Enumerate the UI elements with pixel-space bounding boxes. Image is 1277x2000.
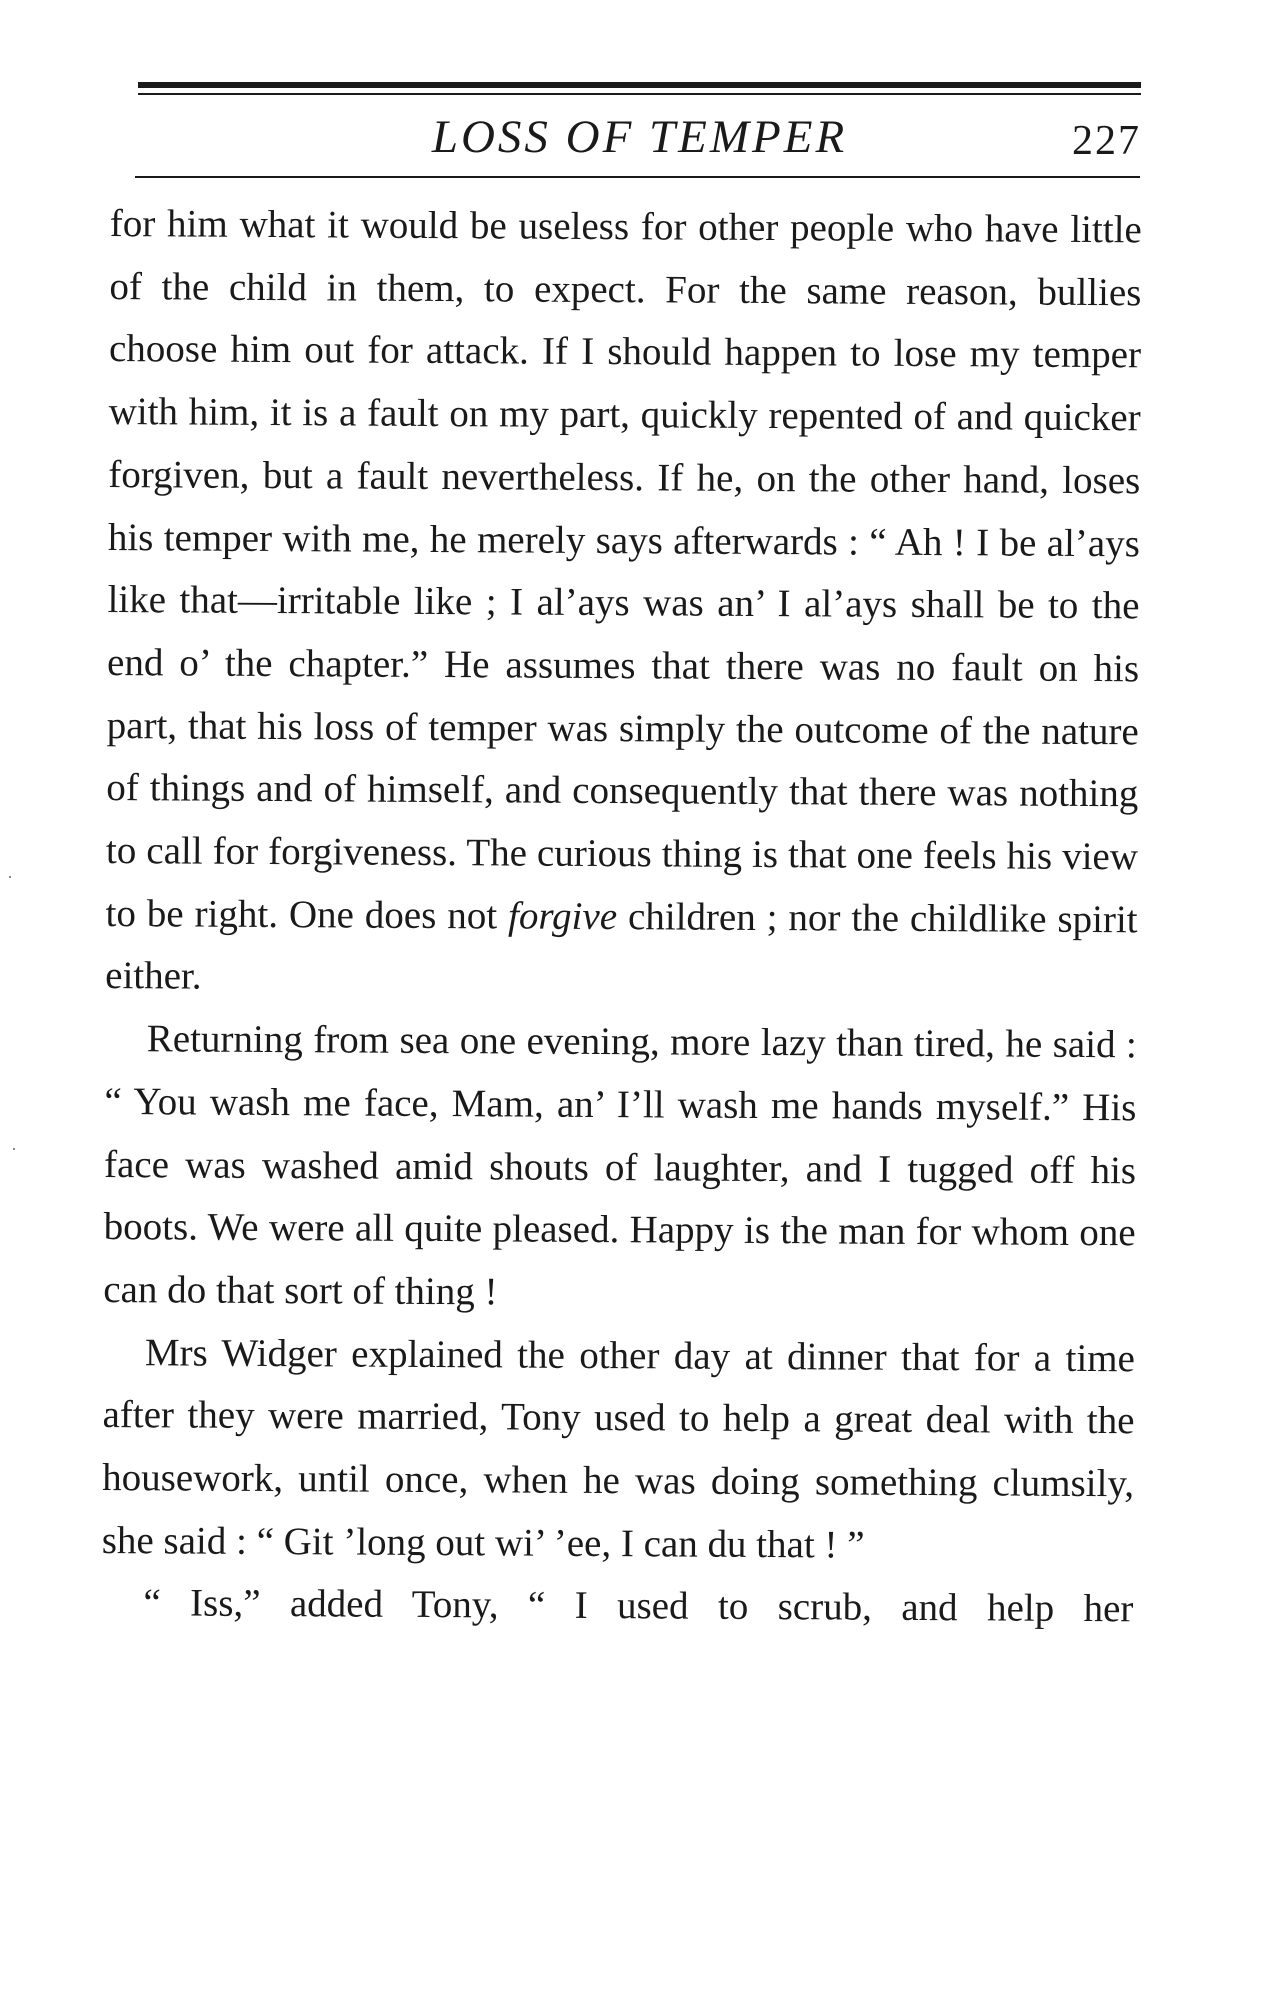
paragraph-text: for him what it would be useless for other people who have little of the child in them, to expect. For the same reason, bullies choose him out for attack. If I should happen to lose my temper with him, it is a fault on my part, quickly repented of and quicker forgiven, but a fault nevertheless. If he, on the other hand, loses his temper with me, he merely says afterwards : “ Ah ! I be al’ays like that—irritable like ; I al’ays was an’ I al’ays shall be to the end o’ the chapter.” He assumes that there was no fault on his part, that his loss of temper was simply the outcome of the nature of things and of himself, and consequently that there was nothing to call for forgiveness. The curious thing is that one feels his view to be right. One does not [105,201,1142,938]
paragraph-continued [105,193,1142,1014]
page-number: 227 [1072,118,1141,164]
body-text [101,193,1142,1641]
running-header [138,105,1141,171]
paragraph: Returning from sea one evening, more lazy than tired, he said : “ You wash me face, Mam, an’ I’ll wash me hands myself.” His face was washed amid shouts of laughter, and I tugged off his boots. We were all quite pleased. Happy is the man for whom one can do that sort of thing ! [103,1017,1137,1314]
paper-speck [13,1148,15,1150]
header-double-rule-thick [138,82,1141,88]
italic-emphasis: forgive [507,894,618,938]
paragraph-text: children ; nor the childlike spirit either. [105,894,1138,999]
paragraph: “ Iss,” added Tony, “ I used to scrub, and help her [143,1581,1134,1631]
paragraph: Mrs Widger explained the other day at dinner that for a time after they were married, Tony used to help a great deal with the housework, until once, when he was doing something clumsily, she said : “ Git ’long out wi’ ’ee, I can du that ! ” [101,1330,1136,1567]
paper-speck [9,876,11,878]
header-underline-rule [135,176,1140,178]
running-title: LOSS OF TEMPER [431,111,848,163]
header-double-rule-thin [138,93,1141,95]
